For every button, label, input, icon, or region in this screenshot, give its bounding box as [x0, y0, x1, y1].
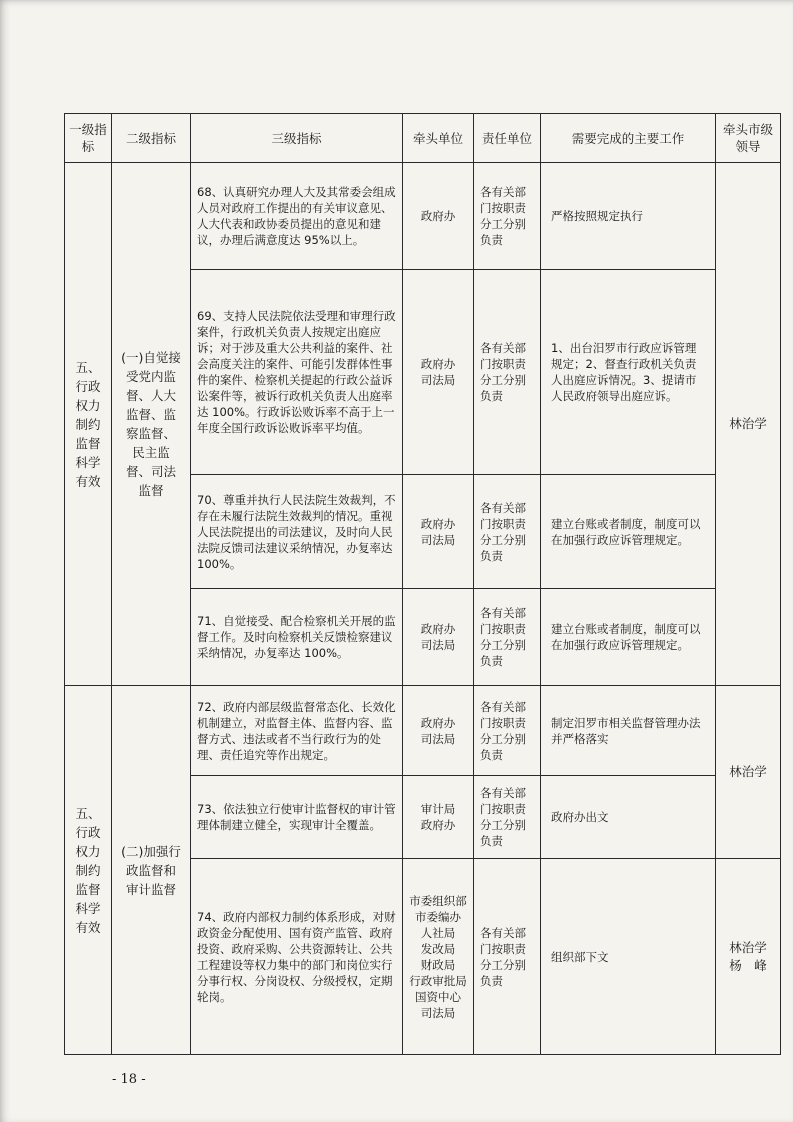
- leader-cell: 林治学: [716, 686, 781, 859]
- level2-cell: (二)加强行政监督和审计监督: [112, 686, 191, 1055]
- resp-unit-cell: 各有关部门按职责分工分别负责: [474, 776, 541, 859]
- header-level2: 二级指标: [112, 114, 191, 163]
- level1-cell: 五、行政权力制约监督科学有效: [65, 163, 112, 686]
- lead-unit-cell: 市委组织部 市委编办 人社局 发改局 财政局 行政审批局 国资中心 司法局: [403, 859, 474, 1055]
- table-header-row: [65, 114, 781, 163]
- leader-cell: 林治学: [716, 163, 781, 686]
- main-work-cell: 建立台账或者制度，制度可以在加强行政应诉管理规定。: [541, 475, 716, 589]
- resp-unit-cell: 各有关部门按职责分工分别负责: [474, 859, 541, 1055]
- lead-unit-cell: 政府办 司法局: [403, 589, 474, 686]
- main-work-cell: 1、出台汨罗市行政应诉管理规定；2、督查行政机关负责人出庭应诉情况。3、提请市人民政府领导出庭应诉。: [541, 270, 716, 475]
- level3-cell: 70、尊重并执行人民法院生效裁判，不存在未履行法院生效裁判的情况。重视人民法院提出的司法建议，及时向人民法院反馈司法建议采纳情况，办复率达 100%。: [191, 475, 403, 589]
- resp-unit-cell: 各有关部门按职责分工分别负责: [474, 686, 541, 776]
- lead-unit-cell: 政府办: [403, 163, 474, 270]
- main-work-cell: 政府办出文: [541, 776, 716, 859]
- indicator-table: [64, 113, 781, 1055]
- main-work-cell: 制定汨罗市相关监督管理办法并严格落实: [541, 686, 716, 776]
- level3-cell: 71、自觉接受、配合检察机关开展的监督工作。及时向检察机关反馈检察建议采纳情况，办复率达 100%。: [191, 589, 403, 686]
- header-main-work: 需要完成的主要工作: [541, 114, 716, 163]
- lead-unit-cell: 政府办 司法局: [403, 270, 474, 475]
- page-number: - 18 -: [112, 1072, 146, 1087]
- main-work-cell: 组织部下文: [541, 859, 716, 1055]
- level3-cell: 72、政府内部层级监督常态化、长效化机制建立，对监督主体、监督内容、监督方式、违法或者不当行政行为的处理、责任追究等作出规定。: [191, 686, 403, 776]
- main-work-cell: 严格按照规定执行: [541, 163, 716, 270]
- table-row: [65, 686, 781, 776]
- leader-cell: 林治学 杨 峰: [716, 859, 781, 1055]
- level3-cell: 74、政府内部权力制约体系形成，对财政资金分配使用、国有资产监管、政府投资、政府采购、公共资源转让、公共工程建设等权力集中的部门和岗位实行分事行权、分岗设权、分级授权，定期轮岗。: [191, 859, 403, 1055]
- level3-cell: 68、认真研究办理人大及其常委会组成人员对政府工作提出的有关审议意见、人大代表和政协委员提出的意见和建议，办理后满意度达 95%以上。: [191, 163, 403, 270]
- resp-unit-cell: 各有关部门按职责分工分别负责: [474, 589, 541, 686]
- lead-unit-cell: 政府办 司法局: [403, 475, 474, 589]
- resp-unit-cell: 各有关部门按职责分工分别负责: [474, 270, 541, 475]
- level3-cell: 69、支持人民法院依法受理和审理行政案件，行政机关负责人按规定出庭应诉；对于涉及重大公共利益的案件、社会高度关注的案件、可能引发群体性事件的案件、检察机关提起的行政公益诉讼案件等，被诉行政机关负责人出庭率达 100%。行政诉讼败诉率不高于上一年度全国行政诉讼败诉率平均值。: [191, 270, 403, 475]
- lead-unit-cell: 审计局 政府办: [403, 776, 474, 859]
- header-level3: 三级指标: [191, 114, 403, 163]
- resp-unit-cell: 各有关部门按职责分工分别负责: [474, 163, 541, 270]
- level1-cell: 五、行政权力制约监督科学有效: [65, 686, 112, 1055]
- header-lead-unit: 牵头单位: [403, 114, 474, 163]
- resp-unit-cell: 各有关部门按职责分工分别负责: [474, 475, 541, 589]
- level3-cell: 73、依法独立行使审计监督权的审计管理体制建立健全，实现审计全覆盖。: [191, 776, 403, 859]
- main-work-cell: 建立台账或者制度，制度可以在加强行政应诉管理规定。: [541, 589, 716, 686]
- level2-cell: (一)自觉接受党内监督、人大监督、监察监督、民主监督、司法监督: [112, 163, 191, 686]
- header-level1: 一级指标: [65, 114, 112, 163]
- lead-unit-cell: 政府办 司法局: [403, 686, 474, 776]
- table-row: [65, 163, 781, 270]
- header-resp-unit: 责任单位: [474, 114, 541, 163]
- header-leader: 牵头市级领导: [716, 114, 781, 163]
